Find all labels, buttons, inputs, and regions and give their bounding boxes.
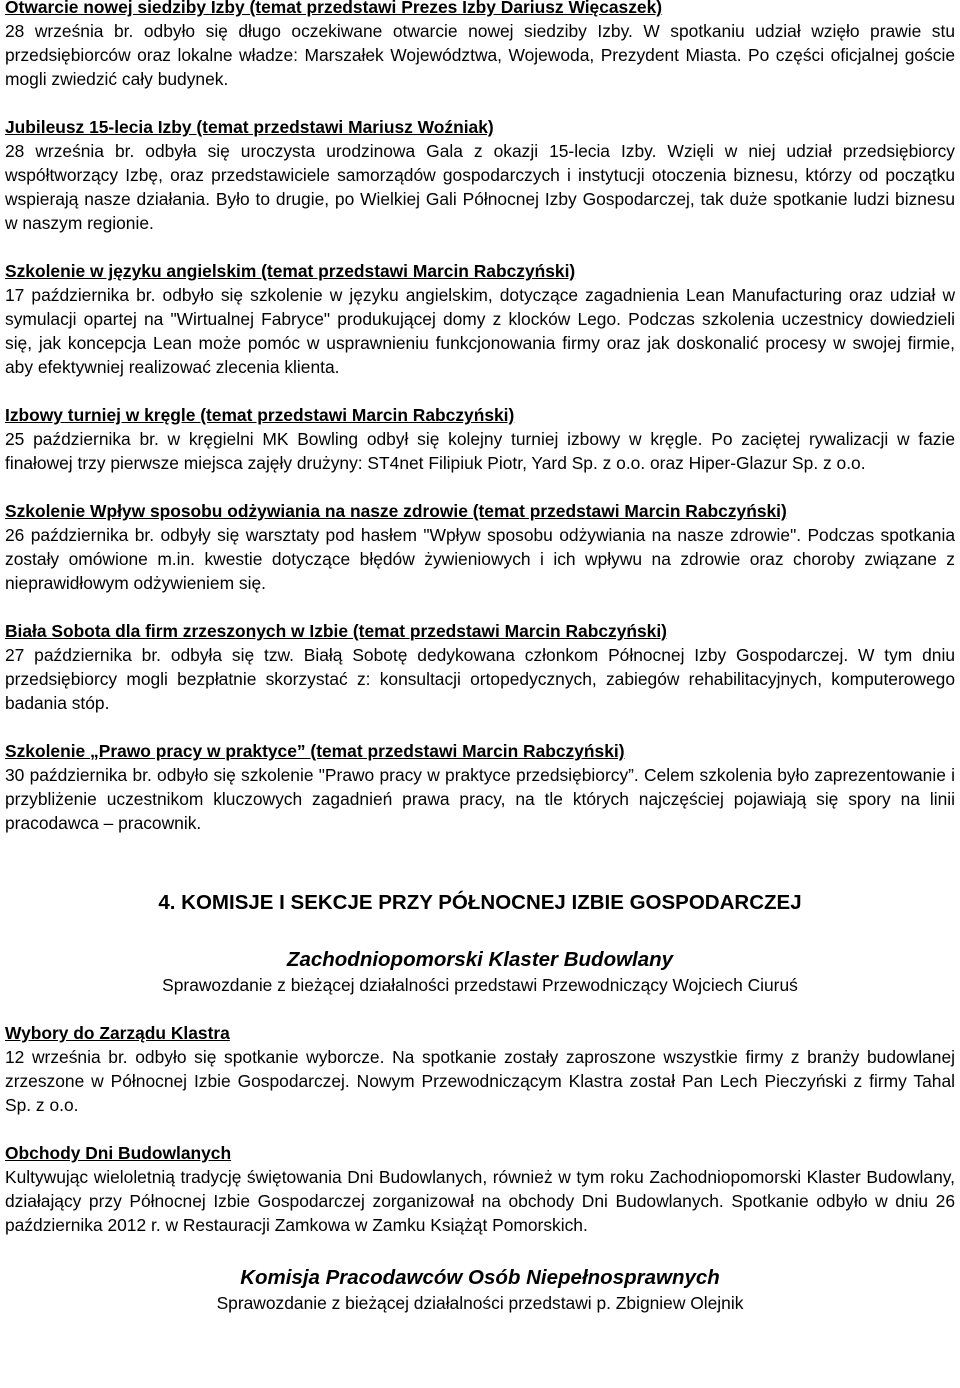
section-heading: Otwarcie nowej siedziby Izby (temat przedstawi Prezes Izby Dariusz Więcaszek) xyxy=(5,0,663,17)
section-text: 28 września br. odbyła się uroczysta urodzinowa Gala z okazji 15-lecia Izby. Wzięli w niej udział przedsiębiorcy współtworzący Izbę, oraz przedstawiciele samorządów gospodarczych i instytucji otoczenia biznesu, którzy od początku wspierają nasze działania. Było to drugie, po Wielkiej Gali Północnej Izby Gospodarczej, tak duże spotkanie ludzi biznesu w naszym regionie. xyxy=(5,141,955,233)
section-text: 30 października br. odbyło się szkolenie "Prawo pracy w praktyce przedsiębiorcy”. Celem szkolenia było zaprezentowanie i przybliżenie uczestnikom kluczowych zagadnień prawa pracy, na tle których najczęściej pojawiają się spory na linii pracodawca – pracownik. xyxy=(5,765,955,833)
spacer xyxy=(5,917,955,947)
section-text: 12 września br. odbyło się spotkanie wyborcze. Na spotkanie zostały zaproszone wszystkie firmy z branży budowlanej zrzeszone w Północnej Izbie Gospodarczej. Nowym Przewodniczącym Klastra został Pan Lech Pieczyński z firmy Tahal Sp. z o.o. xyxy=(5,1047,955,1115)
section-bowling xyxy=(5,403,955,475)
section-cluster-elections xyxy=(5,1021,955,1117)
section-heading: Szkolenie w języku angielskim (temat przedstawi Marcin Rabczyński) xyxy=(5,261,576,281)
section-heading: Jubileusz 15-lecia Izby (temat przedstawi Mariusz Woźniak) xyxy=(5,117,494,137)
section-white-saturday xyxy=(5,619,955,715)
section-heading: Biała Sobota dla firm zrzeszonych w Izbie (temat przedstawi Marcin Rabczyński) xyxy=(5,621,667,641)
section-text: 27 października br. odbyła się tzw. Białą Sobotę dedykowana członkom Północnej Izby Gospodarczej. W tym dniu przedsiębiorcy mogli bezpłatnie skorzystać z: konsultacji ortopedycznych, zabiegów rehabilitacyjnych, komputerowego badania stóp. xyxy=(5,645,955,713)
section-heading: Szkolenie „Prawo pracy w praktyce” (temat przedstawi Marcin Rabczyński) xyxy=(5,741,625,761)
section-text: 17 października br. odbyło się szkolenie w języku angielskim, dotyczące zagadnienia Lean Manufacturing oraz udział w symulacji opartej na "Wirtualnej Fabryce" produkującej domy z klocków Lego. Podczas szkolenia uczestnicy dowiedzieli się, jak koncepcja Lean może pomóc w usprawnieniu funkcjonowania firmy oraz jak doskonalić procesy w swojej firmie, aby efektywniej realizować zlecenia klienta. xyxy=(5,285,955,377)
spacer xyxy=(5,475,955,499)
section-heading: Szkolenie Wpływ sposobu odżywiania na nasze zdrowie (temat przedstawi Marcin Rabczyński) xyxy=(5,501,787,521)
section-heading: Wybory do Zarządu Klastra xyxy=(5,1023,230,1043)
spacer xyxy=(5,835,955,889)
commission-title: Komisja Pracodawców Osób Niepełnosprawnych xyxy=(240,1266,720,1289)
section-heading: Izbowy turniej w kręgle (temat przedstawi Marcin Rabczyński) xyxy=(5,405,515,425)
cluster-title: Zachodniopomorski Klaster Budowlany xyxy=(286,948,674,971)
spacer xyxy=(5,1117,955,1141)
spacer xyxy=(5,997,955,1021)
section-labour-law xyxy=(5,739,955,835)
section-text: Kultywując wieloletnią tradycję świętowania Dni Budowlanych, również w tym roku Zachodniopomorski Klaster Budowlany, działający przy Północnej Izbie Gospodarczej zorganizował na obchody Dni Budowlanych. Spotkanie odbyło w dniu 26 października 2012 r. w Restauracji Zamkowa w Zamku Książąt Pomorskich. xyxy=(5,1167,955,1235)
spacer xyxy=(5,1237,955,1265)
spacer xyxy=(5,235,955,259)
spacer xyxy=(5,595,955,619)
section-jubilee xyxy=(5,115,955,235)
spacer xyxy=(5,91,955,115)
section-text: 26 października br. odbyły się warsztaty pod hasłem "Wpływ sposobu odżywiania na nasze zdrowie". Podczas spotkania zostały omówione m.in. kwestie dotyczące błędów żywieniowych i ich wpływu na zdrowie oraz choroby związane z nieprawidłowym odżywieniem się. xyxy=(5,525,955,593)
spacer xyxy=(5,715,955,739)
section-nutrition xyxy=(5,499,955,595)
section-english-training xyxy=(5,259,955,379)
section-text: 25 października br. w kręgielni MK Bowling odbył się kolejny turniej izbowy w kręgle. Po zaciętej rywalizacji w fazie finałowej trzy pierwsze miejsca zajęły drużyny: ST4net Filipiuk Piotr, Yard Sp. z o.o. oraz Hiper-Glazur Sp. z o.o. xyxy=(5,429,955,473)
commission-note: Sprawozdanie z bieżącej działalności przedstawi p. Zbigniew Olejnik xyxy=(216,1293,744,1313)
section-heading: Obchody Dni Budowlanych xyxy=(5,1143,232,1163)
spacer xyxy=(5,379,955,403)
section-text: 28 września br. odbyło się długo oczekiwane otwarcie nowej siedziby Izby. W spotkaniu udział wzięło prawie stu przedsiębiorców oraz lokalne władze: Marszałek Województwa, Wojewoda, Prezydent Miasta. Po części oficjalnej goście mogli zwiedzić cały budynek. xyxy=(5,21,955,89)
chapter-title: 4. KOMISJE I SEKCJE PRZY PÓŁNOCNEJ IZBIE GOSPODARCZEJ xyxy=(158,891,802,914)
section-opening xyxy=(5,0,955,91)
cluster-note: Sprawozdanie z bieżącej działalności przedstawi Przewodniczący Wojciech Ciuruś xyxy=(162,975,798,995)
section-construction-days xyxy=(5,1141,955,1237)
